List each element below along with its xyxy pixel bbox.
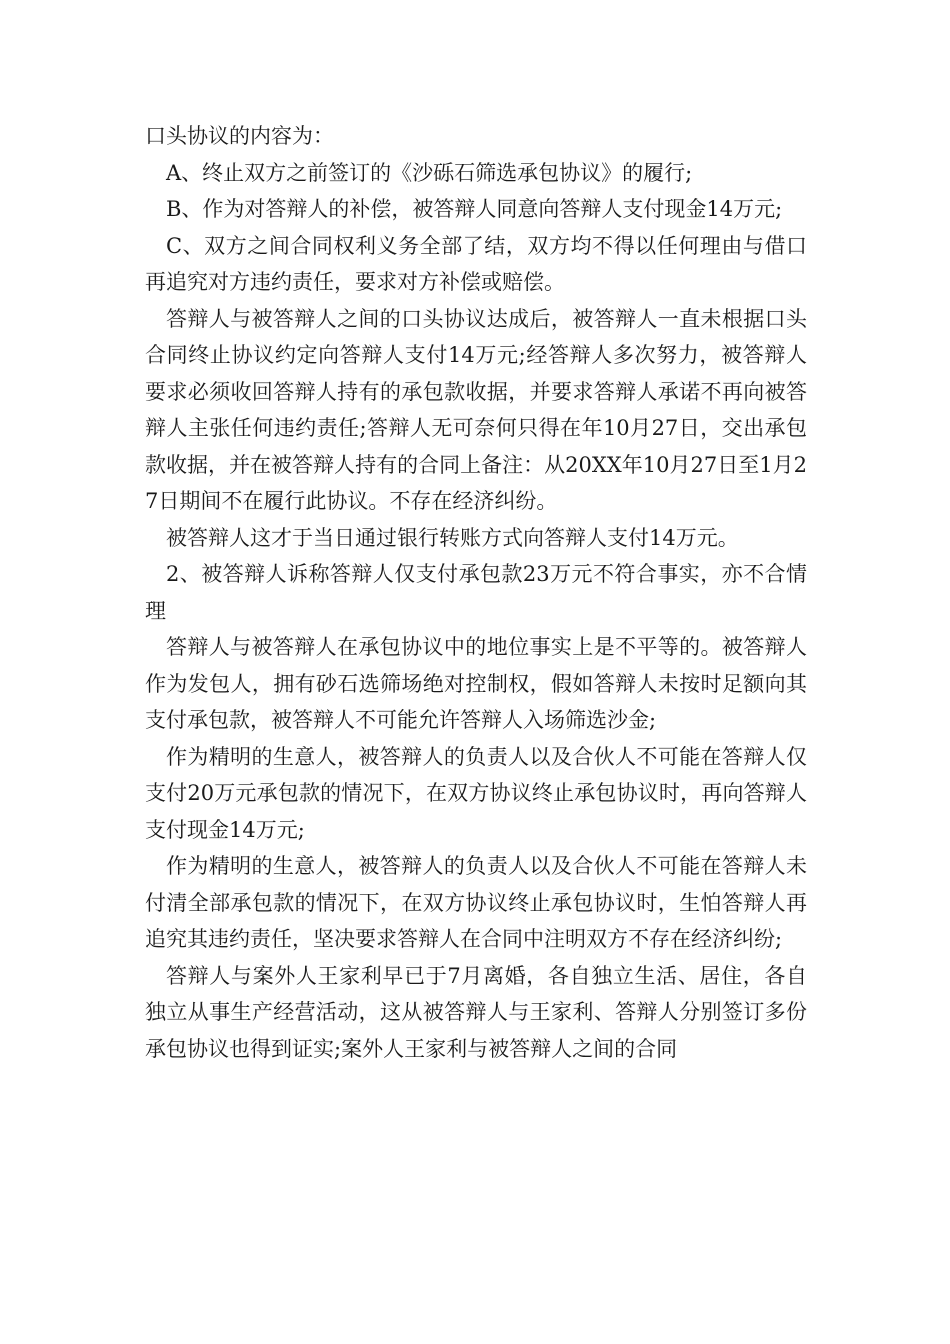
paragraph-intro: 口头协议的内容为： (145, 124, 334, 148)
paragraph-point-2: 2、被答辩人诉称答辩人仅支付承包款23万元不符合事实，亦不合情理 (145, 562, 807, 623)
paragraph-inequality: 答辩人与被答辩人在承包协议中的地位事实上是不平等的。被答辩人作为发包人，拥有砂石选筛场绝对控制权，假如答辩人未按时足额向其支付承包款，被答辩人不可能允许答辩人入场筛选沙金; (145, 635, 807, 732)
paragraph-item-c: C、双方之间合同权利义务全部了结，双方均不得以任何理由与借口再追究对方违约责任，要求对方补偿或赔偿。 (145, 233, 807, 294)
paragraph-item-b: B、作为对答辩人的补偿，被答辩人同意向答辩人支付现金14万元; (166, 197, 783, 221)
document-body (145, 118, 807, 1067)
paragraph-agreement-details: 答辩人与被答辩人之间的口头协议达成后，被答辩人一直未根据口头合同终止协议约定向答辩人支付14万元;经答辩人多次努力，被答辩人要求必须收回答辩人持有的承包款收据，并要求答辩人承诺不再向被答辩人主张任何违约责任;答辩人无可奈何只得在年10月27日，交出承包款收据，并在被答辩人持有的合同上备注：从20XX年10月27日至1月27日期间不在履行此协议。不存在经济纠纷。 (145, 306, 807, 513)
paragraph-divorce: 答辩人与案外人王家利早已于7月离婚，各自独立生活、居住，各自独立从事生产经营活动，这从被答辩人与王家利、答辩人分别签订多份承包协议也得到证实;案外人王家利与被答辩人之间的合同 (145, 963, 807, 1061)
paragraph-businessman-1: 作为精明的生意人，被答辩人的负责人以及合伙人不可能在答辩人仅支付20万元承包款的情况下，在双方协议终止承包协议时，再向答辩人支付现金14万元; (145, 744, 807, 842)
paragraph-item-a: A、终止双方之前签订的《沙砾石筛选承包协议》的履行; (166, 160, 693, 185)
paragraph-payment: 被答辩人这才于当日通过银行转账方式向答辩人支付14万元。 (166, 525, 739, 550)
paragraph-businessman-2: 作为精明的生意人，被答辩人的负责人以及合伙人不可能在答辩人未付清全部承包款的情况下，在双方协议终止承包协议时，生怕答辩人再追究其违约责任，坚决要求答辩人在合同中注明双方不存在经济纠纷; (145, 854, 807, 951)
